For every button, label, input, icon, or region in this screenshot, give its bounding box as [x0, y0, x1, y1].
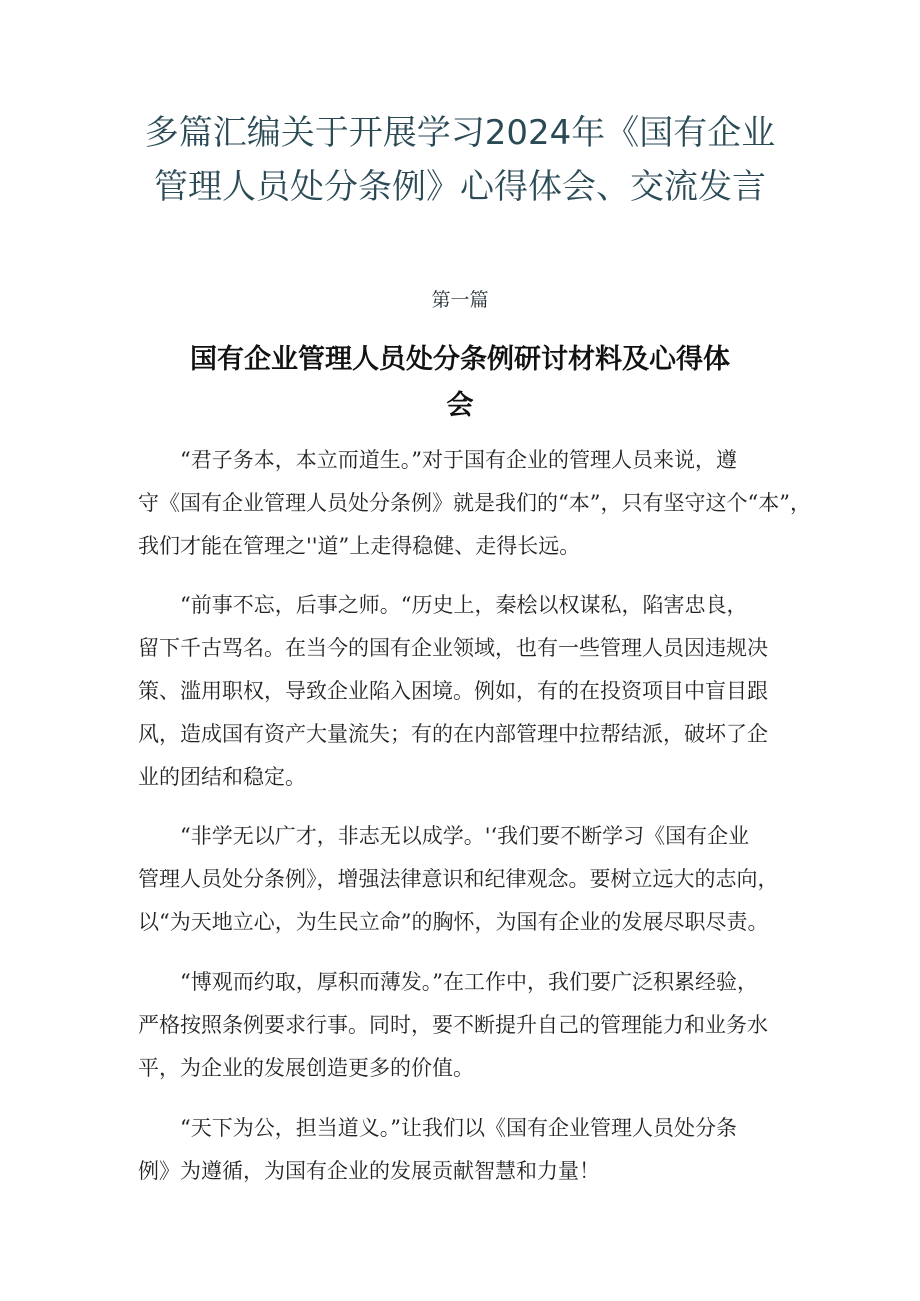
section-label: 第一篇	[431, 289, 489, 311]
article-title-line: 会	[446, 390, 474, 421]
body-paragraph	[138, 439, 811, 568]
paragraph-line: 例》为遵循，为国有企业的发展贡献智慧和力量！	[138, 1159, 600, 1183]
body-paragraph	[138, 584, 798, 799]
paragraph-line: 严格按照条例要求行事。同时，要不断提升自己的管理能力和业务水	[138, 1013, 768, 1037]
paragraph-line: 风，造成国有资产大量流失；有的在内部管理中拉帮结派，破坏了企	[138, 722, 768, 746]
paragraph-line: “前事不忘，后事之师。“历史上，秦桧以权谋私，陷害忠良，	[138, 593, 748, 617]
body-paragraph	[138, 1107, 798, 1193]
paragraph-line: 留下千古骂名。在当今的国有企业领域，也有一些管理人员因违规决	[138, 636, 768, 660]
paragraph-line: 守《国有企业管理人员处分条例》就是我们的“本”，只有坚守这个“本”，	[138, 491, 811, 515]
paragraph-line: 以“为天地立心，为生民立命”的胸怀，为国有企业的发展尽职尽责。	[138, 910, 769, 934]
body-paragraph	[138, 961, 798, 1090]
paragraph-line: “君子务本，本立而道生。”对于国有企业的管理人员来说，遵	[138, 448, 737, 472]
body-paragraph	[138, 815, 798, 944]
document-title-line: 多篇汇编关于开展学习2024年《国有企业	[144, 113, 776, 153]
article-title-line: 国有企业管理人员处分条例研讨材料及心得体	[190, 344, 730, 375]
paragraph-line: “非学无以广才，非志无以成学。'‘我们要不断学习《国有企业	[138, 824, 750, 848]
article-title	[150, 337, 770, 429]
paragraph-line: 平，为企业的发展创造更多的价值。	[138, 1056, 474, 1080]
paragraph-line: 业的团结和稳定。	[138, 765, 306, 789]
paragraph-line: 策、滥用职权，导致企业陷入困境。例如，有的在投资项目中盲目跟	[138, 679, 768, 703]
paragraph-line: 管理人员处分条例》，增强法律意识和纪律观念。要树立远大的志向，	[138, 867, 779, 891]
paragraph-line: 我们才能在管理之''道”上走得稳健、走得长远。	[138, 534, 581, 558]
paragraph-line: “博观而约取，厚积而薄发。”在工作中，我们要广泛积累经验，	[138, 970, 758, 994]
document-title-line: 管理人员处分条例》心得体会、交流发言	[154, 167, 766, 207]
paragraph-line: “天下为公，担当道义。”让我们以《国有企业管理人员处分条	[138, 1116, 737, 1140]
document-title	[110, 106, 810, 214]
